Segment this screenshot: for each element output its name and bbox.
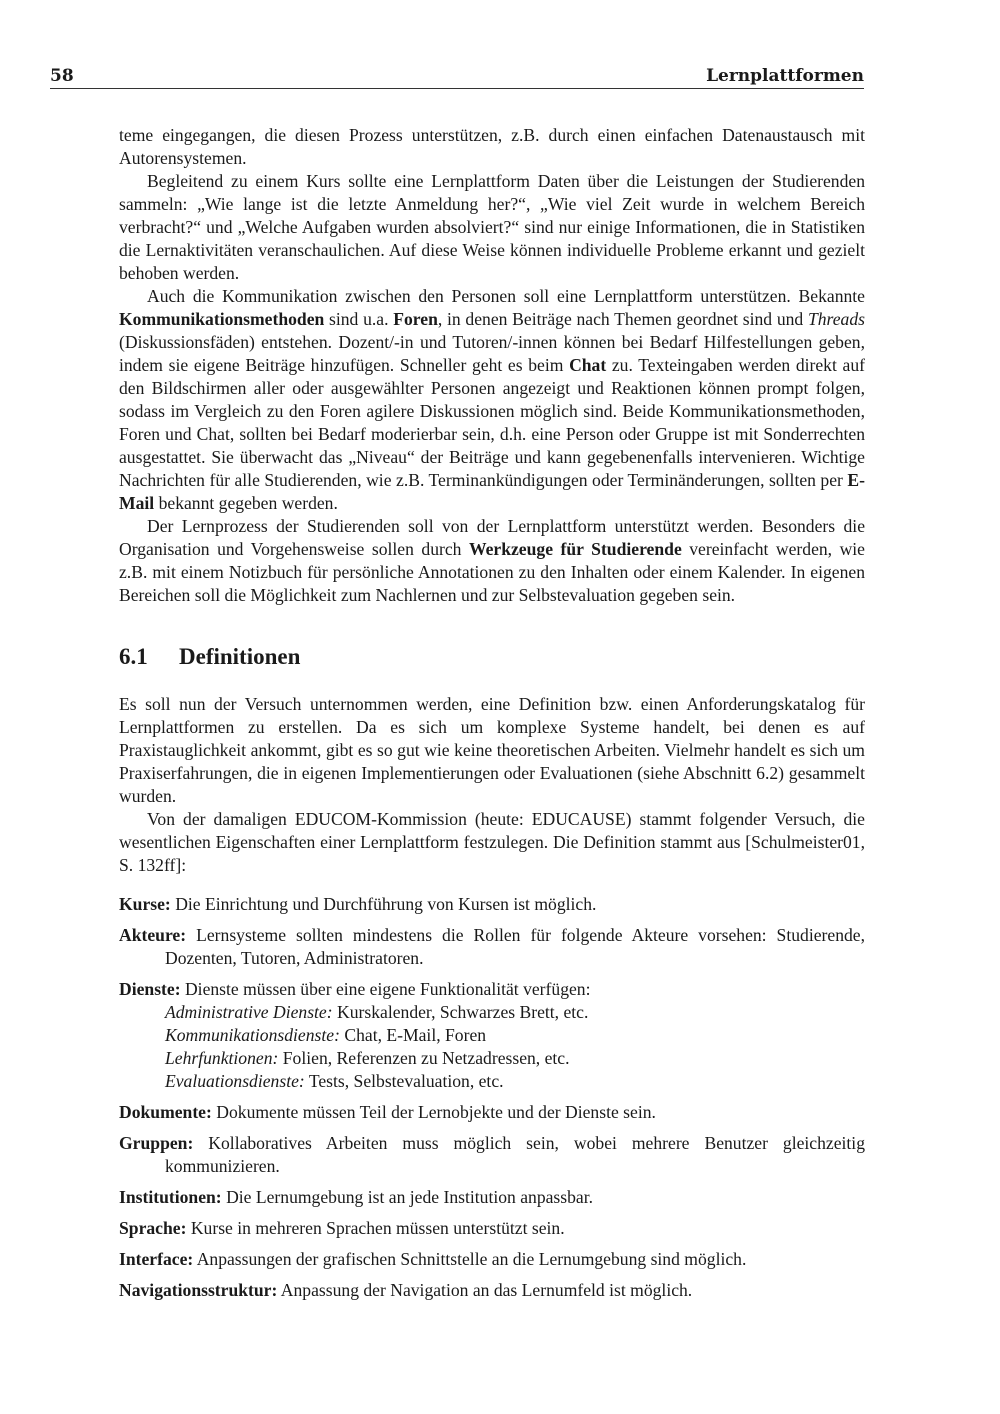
definition-text: Dokumente müssen Teil der Lernobjekte und der Dienste sein. [216,1102,656,1122]
definition-text: Anpassung der Navigation an das Lernumfeld ist möglich. [280,1280,693,1300]
definition-term: Kurse: [119,894,171,914]
definition-item [119,924,865,970]
section-paragraph-1: Es soll nun der Versuch unternommen werden, eine Definition bzw. einen Anforderungskatalog für Lernplattformen zu erstellen. Da es sich um komplexe Systeme handelt, bei denen es auf Praxistauglichkeit ankommt, gibt es so gut wie keine theoretischen Arbeiten. Vielmehr handelt es sich um Praxiserfahrungen, die in eigenen Implementierungen oder Evaluationen (siehe Abschnitt 6.2) gesammelt wurden. [119,694,865,806]
text-run: (Diskussionsfäden) entstehen. Dozent/-in und Tutoren/-innen können bei Bedarf Hilfestellungen geben, indem sie eigene Beiträge hinzufügen. Schneller geht es beim [119,332,865,375]
section-heading [119,643,865,671]
definition-item [119,1132,865,1178]
definition-item [119,978,865,1093]
definition-term: Dienste: [119,979,181,999]
definition-text: Kollaboratives Arbeiten muss möglich sein, wobei mehrere Benutzer gleichzeitig kommunizieren. [165,1133,865,1176]
sub-label: Lehrfunktionen: [165,1048,279,1068]
page-body [119,124,865,1310]
definition-term: Interface: [119,1249,194,1269]
definition-text: Dienste müssen über eine eigene Funktionalität verfügen: [184,979,591,999]
bold-term-kommunikationsmethoden: Kommunikationsmethoden [119,309,325,329]
definition-term: Navigationsstruktur: [119,1280,278,1300]
definition-item [119,1101,865,1124]
sub-item [165,1047,865,1070]
definition-item [119,1217,865,1240]
text-run: Auch die Kommunikation zwischen den Personen soll eine Lernplattform unterstützen. Bekannte [147,286,865,306]
sub-text: Tests, Selbstevaluation, etc. [304,1071,504,1091]
sub-text: Chat, E-Mail, Foren [339,1025,487,1045]
bold-term-chat: Chat [569,355,607,375]
running-title: Lernplattformen [706,66,864,86]
sub-label: Evaluationsdienste: [165,1071,305,1091]
section-title: Definitionen [179,644,301,669]
definition-term: Dokumente: [119,1102,212,1122]
sub-label: Kommunikationsdienste: [165,1025,340,1045]
sub-text: Folien, Referenzen zu Netzadressen, etc. [278,1048,570,1068]
definition-item [119,1186,865,1209]
page-number: 58 [50,66,74,86]
italic-term-threads: Threads [807,309,865,329]
definition-text: Kurse in mehreren Sprachen müssen unterstützt sein. [190,1218,565,1238]
definition-text: Anpassungen der grafischen Schnittstelle an die Lernumgebung sind möglich. [196,1249,747,1269]
definition-sublist [165,1001,865,1093]
definition-item [119,1279,865,1302]
section-number: 6.1 [119,644,148,669]
definition-item [119,1248,865,1271]
paragraph-statistics: Begleitend zu einem Kurs sollte eine Lernplattform Daten über die Leistungen der Studierenden sammeln: „Wie lange ist die letzte Anmeldung her?“, „Wie viel Zeit wurde in welchem Bereich verbracht?“ und „Welche Aufgaben wurden absolviert?“ sind nur einige Informationen, die in Statistiken die Lernaktivitäten veranschaulichen. Auf diese Weise können individuelle Probleme erkannt und gezielt behoben werden. [119,171,865,283]
sub-item [165,1024,865,1047]
definition-term: Gruppen: [119,1133,194,1153]
text-run: vereinfacht werden, wie z.B. mit einem Notizbuch für persönliche Annotationen zu den Inhalten oder einem Kalender. In eigenen Bereichen soll die Möglichkeit zum Nachlernen und zur Selbstevaluation gegeben sein. [119,539,865,605]
definition-item [119,893,865,916]
paragraph-tools [119,515,865,607]
text-run: , in denen Beiträge nach Themen geordnet sind und [437,309,808,329]
text-run: sind u.a. [324,309,394,329]
paragraph-communication [119,285,865,515]
text-run: zu. Texteingaben werden direkt auf den Bildschirmen aller oder ausgewählter Personen angezeigt und Reaktionen können prompt folgen, sodass im Vergleich zu den Foren agilere Diskussionen möglich sind. Beide Kommunikationsmethoden, Foren und Chat, sollten bei Bedarf moderierbar sein, d.h. eine Person oder Gruppe ist mit Sonderrechten ausgestattet. Sie überwacht das „Niveau“ der Beiträge und kann gegebenenfalls intervenieren. Wichtige Nachrichten für alle Studierenden, wie z.B. Terminankündigungen oder Terminänderungen, sollten per [119,355,865,490]
definition-term: Sprache: [119,1218,187,1238]
sub-item [165,1070,865,1093]
definition-text: Die Einrichtung und Durchführung von Kursen ist möglich. [175,894,597,914]
bold-term-werkzeuge: Werkzeuge für Studierende [468,539,682,559]
definition-list [119,893,865,1302]
sub-text: Kurskalender, Schwarzes Brett, etc. [332,1002,589,1022]
definition-term: Institutionen: [119,1187,222,1207]
bold-term-foren: Foren [393,309,438,329]
bold-term-email: E-Mail [119,470,865,513]
definition-text: Die Lernumgebung ist an jede Institution anpassbar. [226,1187,594,1207]
sub-item [165,1001,865,1024]
text-run: bekannt gegeben werden. [154,493,338,513]
text-run: Der Lernprozess der Studierenden soll von der Lernplattform unterstützt werden. Besonders die Organisation und Vorgehensweise sollen durch [119,516,865,559]
definition-term: Akteure: [119,925,187,945]
page-header [50,64,864,89]
sub-label: Administrative Dienste: [165,1002,333,1022]
definition-text: Lernsysteme sollten mindestens die Rollen für folgende Akteure vorsehen: Studierende, Dozenten, Tutoren, Administratoren. [165,925,865,968]
section-paragraph-2: Von der damaligen EDUCOM-Kommission (heute: EDUCAUSE) stammt folgender Versuch, die wesentlichen Eigenschaften einer Lernplattform festzulegen. Die Definition stammt aus [Schulmeister01, S. 132ff]: [119,809,865,875]
paragraph-continued: teme eingegangen, die diesen Prozess unterstützen, z.B. durch einen einfachen Datenaustausch mit Autorensystemen. [119,125,865,168]
